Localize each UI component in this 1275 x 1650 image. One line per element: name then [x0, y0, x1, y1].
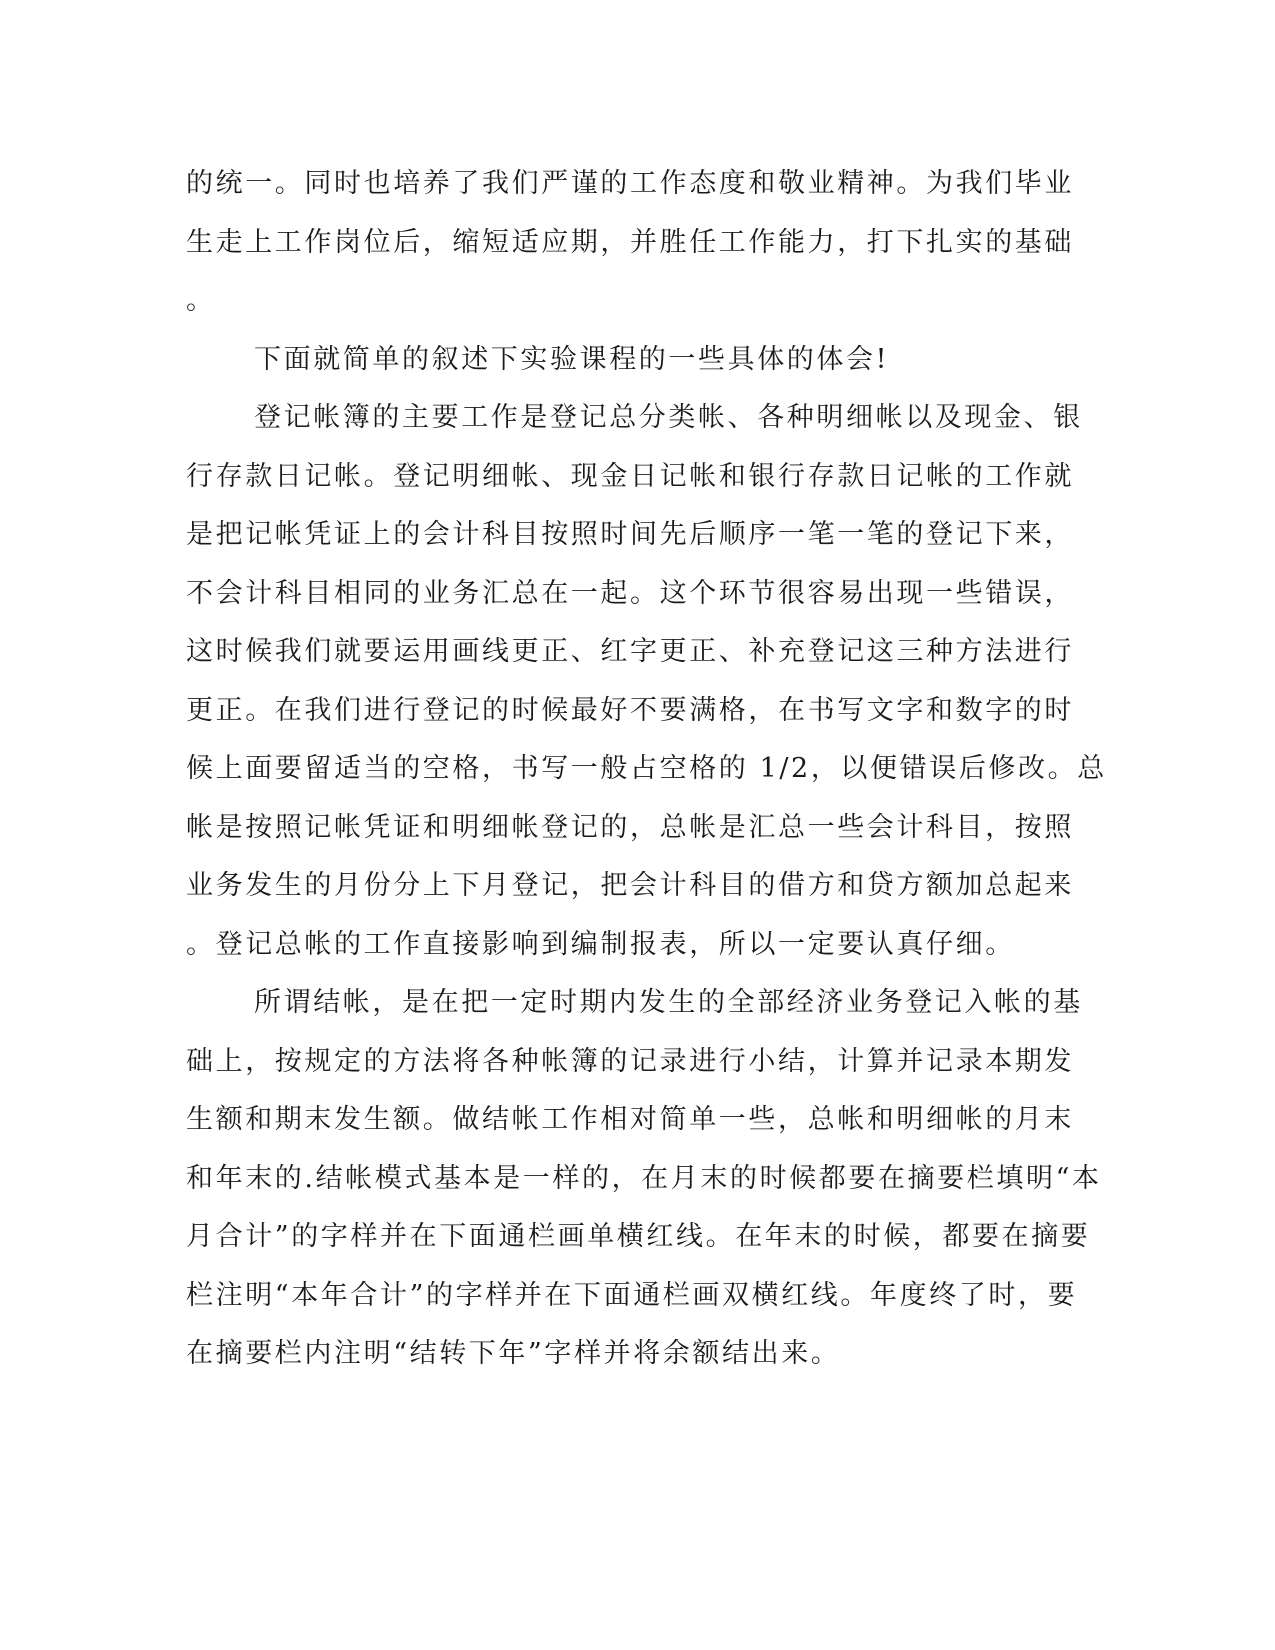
body-text	[186, 155, 1107, 1384]
text-line: 更正。在我们进行登记的时候最好不要满格，在书写文字和数字的时	[186, 694, 1074, 726]
text-line: 的统一。同时也培养了我们严谨的工作态度和敬业精神。为我们毕业	[186, 168, 1074, 199]
text-line: 这时候我们就要运用画线更正、红字更正、补充登记这三种方法进行	[186, 636, 1074, 667]
text-line: 业务发生的月份分上下月登记，把会计科目的借方和贷方额加总起来	[186, 870, 1074, 901]
text-line: 生额和期末发生额。做结帐工作相对简单一些，总帐和明细帐的月末	[186, 1104, 1074, 1135]
text-line: 在摘要栏内注明“结转下年”字样并将余额结出来。	[186, 1338, 841, 1369]
text-line: 生走上工作岗位后，缩短适应期，并胜任工作能力，打下扎实的基础	[186, 226, 1074, 258]
paragraph-line-indented: 登记帐簿的主要工作是登记总分类帐、各种明细帐以及现金、银	[254, 402, 1083, 433]
text-line: 不会计科目相同的业务汇总在一起。这个环节很容易出现一些错误，	[186, 577, 1074, 609]
text-line: 帐是按照记帐凭证和明细帐登记的，总帐是汇总一些会计科目，按照	[186, 811, 1074, 843]
text-line: 栏注明“本年合计”的字样并在下面通栏画双横红线。年度终了时，要	[186, 1279, 1078, 1311]
text-line: 候上面要留适当的空格，书写一般占空格的 1/2，以便错误后修改。总	[186, 753, 1107, 784]
text-line: 。登记总帐的工作直接影响到编制报表，所以一定要认真仔细。	[186, 928, 1015, 960]
text-line: 。	[186, 285, 216, 316]
text-line: 月合计”的字样并在下面通栏画单横红线。在年末的时候，都要在摘要	[186, 1221, 1091, 1252]
text-line: 是把记帐凭证上的会计科目按照时间先后顺序一笔一笔的登记下来，	[186, 519, 1074, 550]
text-line: 和年末的.结帐模式基本是一样的，在月末的时候都要在摘要栏填明“本	[186, 1162, 1102, 1194]
text-line: 行存款日记帐。登记明细帐、现金日记帐和银行存款日记帐的工作就	[186, 460, 1074, 492]
paragraph-line-indented: 下面就简单的叙述下实验课程的一些具体的体会!	[254, 343, 890, 375]
paragraph-line-indented: 所谓结帐，是在把一定时期内发生的全部经济业务登记入帐的基	[254, 987, 1083, 1018]
text-line: 础上，按规定的方法将各种帐簿的记录进行小结，计算并记录本期发	[186, 1045, 1074, 1077]
